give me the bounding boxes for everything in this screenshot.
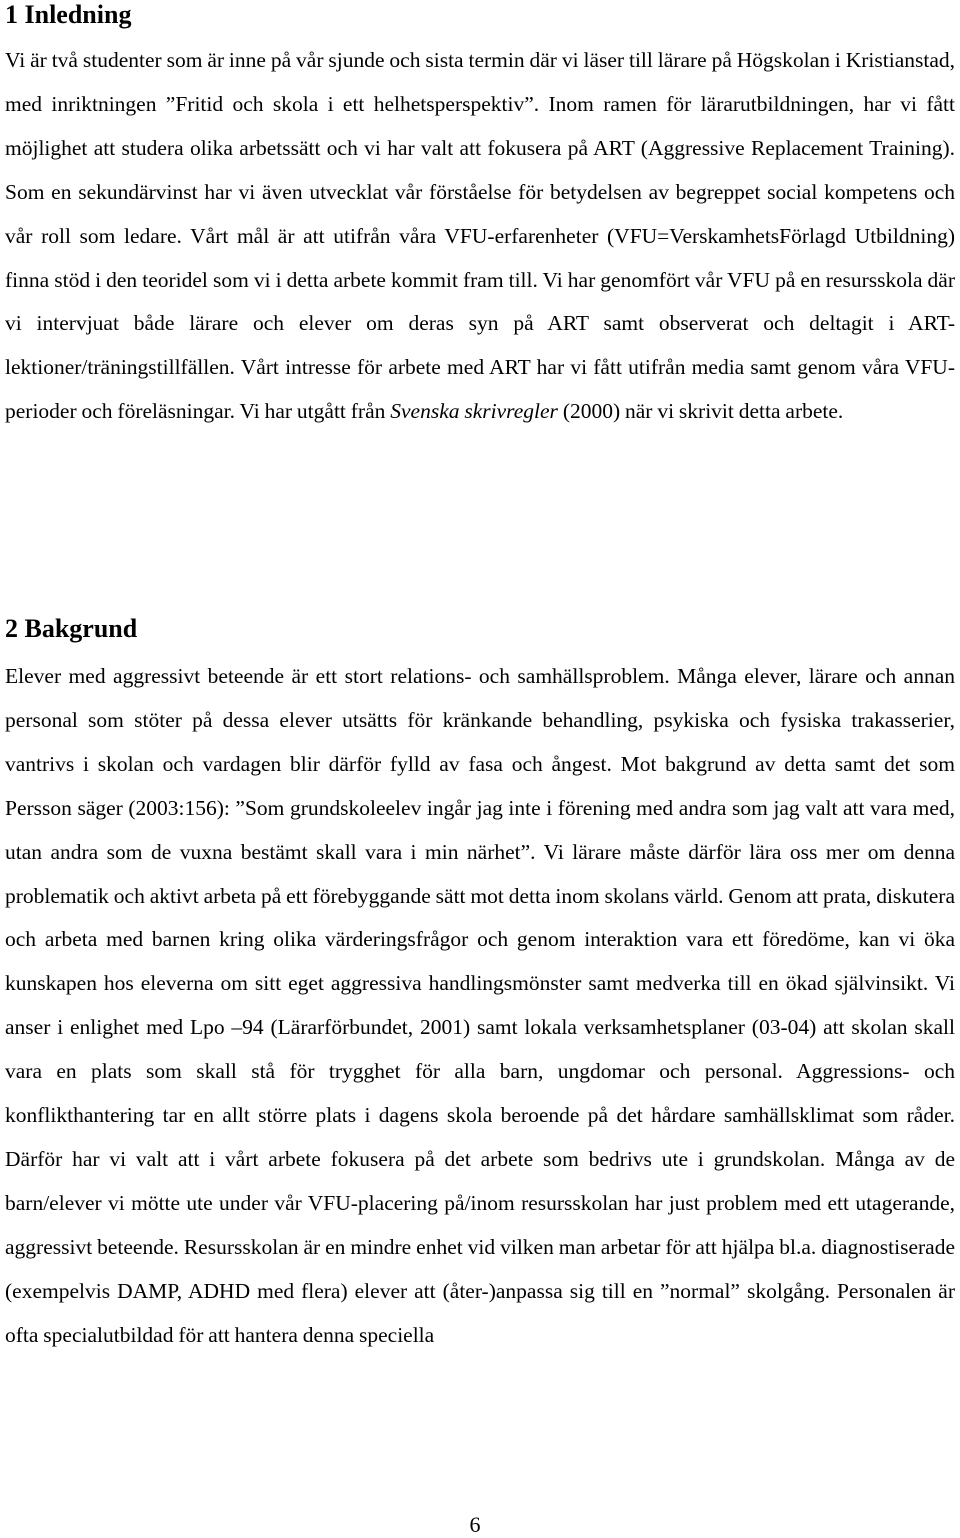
section-heading-bakgrund: 2 Bakgrund [5,614,138,643]
page-number: 6 [469,1512,481,1537]
paragraph-bakgrund: Elever med aggressivt beteende är ett stort relations- och samhällsproblem. Många elever, lärare och annan personal som stöter på dessa elever utsätts för kränkande behandling, psykiska och fysiska trakasserier, vantrivs i skolan och vardagen blir därför fylld av fasa och ångest. Mot bakgrund av detta samt det som Persson säger (2003:156): ”Som grundskoleelev ingår jag inte i förening med andra som jag valt att vara med, utan andra som de vuxna bestämt skall vara i min närhet”. Vi lärare måste därför lära oss mer om denna problematik och aktivt arbeta på ett förebyggande sätt mot detta inom skolans värld. Genom att prata, diskutera och arbeta med barnen kring olika värderingsfrågor och genom interaktion vara ett föredöme, kan vi öka kunskapen hos eleverna om sitt eget aggressiva handlingsmönster samt medverka till en ökad självinsikt. Vi anser i enlighet med Lpo –94 (Lärarförbundet, 2001) samt lokala verksamhetsplaner (03-04) att skolan skall vara en plats som skall stå för trygghet för alla barn, ungdomar och personal. Aggressions- och konflikthantering tar en allt större plats i dagens skola beroende på det hårdare samhällsklimat som råder. Därför har vi valt att i vårt arbete fokusera på det arbete som bedrivs ute i grundskolan. Många av de barn/elever vi mötte ute under vår VFU-placering på/inom resursskolan har just problem med ett utagerande, aggressivt beteende. Resursskolan är en mindre enhet vid vilken man arbetar för att hjälpa bl.a. diagnostiserade (exempelvis DAMP, ADHD med flera) elever att (åter-)anpassa sig till en ”normal” skolgång. Personalen är ofta specialutbildad för att hantera denna speciella [5,664,955,1347]
paragraph-inledning [5,39,955,434]
paragraph-text: (2000) när vi skrivit detta arbete. [557,399,844,424]
italic-reference: Svenska skrivregler [390,399,558,424]
paragraph-text: Vi är två studenter som är inne på vår sjunde och sista termin där vi läser till lärare på Högskolan i Kristianstad, med inriktningen ”Fritid och skola i ett helhetsperspektiv”. Inom ramen för lärarutbildningen, har vi fått möjlighet att studera olika arbetssätt och vi har valt att fokusera på ART (Aggressive Replacement Training). Som en sekundärvinst har vi även utvecklat vår förståelse för betydelsen av begreppet social kompetens och vår roll som ledare. Vårt mål är att utifrån våra VFU-erfarenheter (VFU=VerskamhetsFörlagd Utbildning) finna stöd i den teoridel som vi i detta arbete kommit fram till. Vi har genomfört vår VFU på en resursskola där vi intervjuat både lärare och elever om deras syn på ART samt observerat och deltagit i ART-lektioner/träningstillfällen. Vårt intresse för arbete med ART har vi fått utifrån media samt genom våra VFU-perioder och föreläsningar. Vi har utgått från [5,48,955,424]
section-heading-inledning: 1 Inledning [5,0,132,29]
